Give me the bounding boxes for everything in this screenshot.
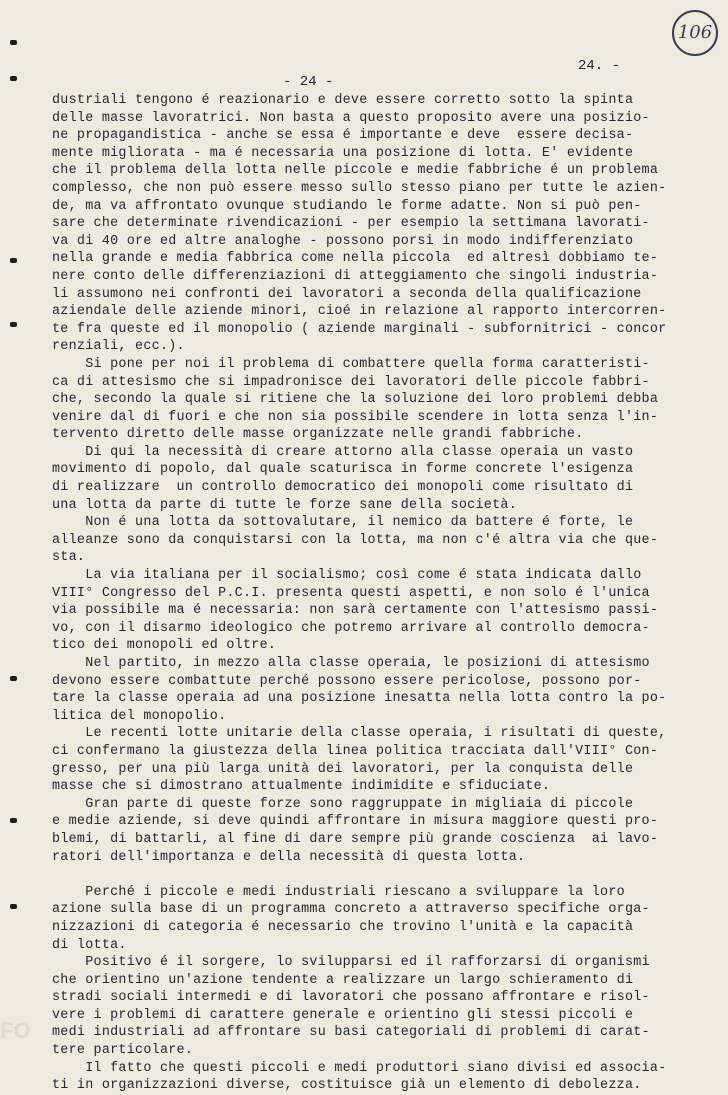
text-line: delle masse lavoratrici. Non basta a questo proposito avere una posizio- [52, 110, 650, 126]
text-line: mente migliorata - ma é necessaria una posizione di lotta. E' evidente [52, 145, 634, 161]
text-line: venire dal di fuori e che non sia possibile scendere in lotta senza l'in- [52, 409, 659, 425]
text-line: masse che si dimostrano attualmente indimidite e sfiduciate. [52, 779, 551, 795]
text-line: tere particolare. [52, 1043, 194, 1059]
text-line: tervento diretto delle masse organizzate nelle grandi fabbriche. [52, 427, 584, 443]
text-line: Non é una lotta da sottovalutare, il nemico da battere é forte, le [52, 515, 634, 531]
text-line: Perché i piccole e medi industriali riescano a sviluppare la loro [52, 884, 625, 900]
paragraph [52, 796, 712, 866]
paragraph [52, 514, 712, 567]
text-line: movimento di popolo, dal quale scaturisca in forme concrete l'esigenza [52, 462, 634, 478]
page-number-right: 24. - [578, 58, 621, 74]
paragraph [52, 866, 712, 954]
paragraph [52, 1060, 712, 1095]
text-line: nizzazioni di categoria é necessario che trovino l'unità e la capacità [52, 919, 634, 935]
text-line: nella grande e media fabbrica come nella piccola ed altresì dobbiamo te- [52, 251, 659, 267]
text-line: una lotta da parte di tutte le forze sane della società. [52, 497, 518, 513]
text-line: gresso, per una più larga unità dei lavoratori, per la conquista delle [52, 761, 634, 777]
text-line: Il fatto che questi piccoli e medi produttori siano divisi ed associa- [52, 1060, 667, 1076]
text-line: stradi sociali intermedi e di lavoratori che possano affrontare e risol- [52, 990, 650, 1006]
text-line: Nel partito, in mezzo alla classe operaia, le posizioni di attesismo [52, 656, 650, 671]
document-body [52, 92, 712, 1095]
binder-hole [10, 76, 17, 81]
page-number-center: - 24 - [283, 74, 334, 90]
text-line: de, ma va affrontato ovunque studiando le forme adatte. Non si può pen- [52, 198, 642, 214]
paragraph [52, 444, 712, 514]
text-line: vo, con il disarmo ideologico che potremo arrivare al controllo democra- [52, 620, 650, 636]
paragraph [52, 725, 712, 795]
paragraph [52, 92, 712, 356]
text-line: e medie aziende, si deve quindi affrontare in misura maggiore questi pro- [52, 814, 659, 830]
text-line: Si pone per noi il problema di combattere quella forma caratteristi- [52, 356, 650, 372]
text-line: che orientino un'azione tendente a realizzare un largo schieramento di [52, 972, 634, 988]
text-line: nere conto delle differenziazioni di atteggiamento che singoli industria- [52, 268, 659, 284]
binder-hole [10, 676, 17, 681]
text-line: aziendale delle aziende minori, cioé in relazione al rapporto intercorren- [52, 304, 667, 320]
text-line: Positivo é il sorgere, lo svilupparsi ed il rafforzarsi di organismi [52, 955, 650, 971]
binder-hole [10, 818, 17, 823]
text-line: sare che determinate rivendicazioni - per esempio la settimana lavorati- [52, 216, 650, 232]
binder-hole [10, 904, 17, 909]
text-line: te fra queste ed il monopolio ( aziende marginali - subfornitrici - concor [52, 321, 667, 337]
paragraph [52, 567, 712, 655]
text-line: alleanze sono da conquistarsi con la lotta, ma non c'é altra via che que- [52, 532, 659, 548]
text-line: sta. [52, 550, 86, 566]
text-line: ti in organizzazioni diverse, costituisce già un elemento di debolezza. [52, 1078, 642, 1094]
text-line: di realizzare un controllo democratico dei monopoli come risultato di [52, 480, 634, 496]
text-line: La via italiana per il socialismo; così come é stata indicata dallo [52, 568, 642, 584]
text-line: Le recenti lotte unitarie della classe operaia, i risultati di queste, [52, 726, 667, 742]
page-stamp: 106 [672, 10, 718, 56]
text-line: VIII° Congresso del P.C.I. presenta questi aspetti, e non solo é l'unica [52, 585, 650, 601]
binder-hole [10, 40, 17, 45]
paragraph [52, 655, 712, 725]
text-line: azione sulla base di un programma concreto a attraverso specifiche orga- [52, 902, 650, 918]
text-line: ne propagandistica - anche se essa é importante e deve essere decisa- [52, 128, 634, 144]
text-line: che, secondo la quale si ritiene che la soluzione dei loro problemi debba [52, 392, 659, 408]
text-line: Di qui la necessità di creare attorno alla classe operaia un vasto [52, 444, 634, 460]
text-line: tico dei monopoli ed oltre. [52, 638, 277, 654]
text-line [52, 866, 712, 884]
text-line: Gran parte di queste forze sono raggruppate in migliaia di piccole [52, 796, 634, 812]
text-line: blemi, di battarli, al fine di dare sempre più grande coscienza ai lavo- [52, 831, 659, 847]
text-line: devono essere combattute perché possono essere pericolose, possono por- [52, 673, 642, 689]
text-line: va di 40 ore ed altre analoghe - possono porsi in modo indifferenziato [52, 233, 634, 249]
text-line: che il problema della lotta nelle piccole e medie fabbriche é un problema [52, 163, 659, 179]
text-line: di lotta. [52, 937, 127, 953]
text-line: ratori dell'importanza e della necessità di questa lotta. [52, 849, 526, 865]
archive-watermark: FO [0, 1018, 31, 1043]
binder-hole [10, 322, 17, 327]
paragraph [52, 356, 712, 444]
text-line: litica del monopolio. [52, 708, 227, 724]
paragraph [52, 954, 712, 1060]
text-line: tare la classe operaia ad una posizione inesatta nella lotta contro la po- [52, 691, 667, 707]
text-line: complesso, che non può essere messo sullo stesso piano per tutte le azien- [52, 180, 667, 196]
text-line: ci confermano la giustezza della linea politica tracciata dall'VIII° Con- [52, 743, 659, 759]
text-line: renziali, ecc.). [52, 339, 185, 355]
text-line: medi industriali ad affrontare su basi categoriali di problemi di carat- [52, 1025, 650, 1041]
text-line: via possibile ma é necessaria: non sarà certamente con l'attesismo passi- [52, 603, 659, 619]
text-line: dustriali tengono é reazionario e deve essere corretto sotto la spinta [52, 93, 634, 108]
text-line: vere i problemi di carattere generale e orientino gli stessi piccoli e [52, 1007, 634, 1023]
binder-hole [10, 258, 17, 263]
text-line: ca di attesismo che si impadronisce dei lavoratori delle piccole fabbri- [52, 374, 650, 390]
text-line: li assumono nei confronti dei lavoratori a seconda della qualificazione [52, 286, 642, 302]
